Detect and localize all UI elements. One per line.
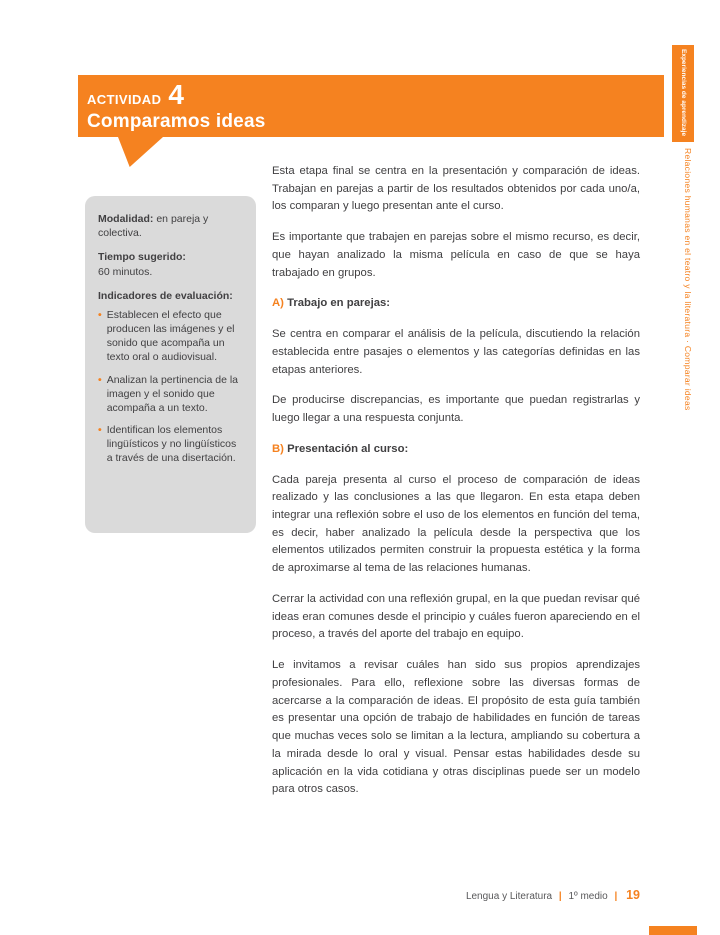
paragraph: Se centra en comparar el análisis de la película, discutiendo la relación establecida entre pasajes o elementos y las categorías definidas en las etapas anteriores. [272,328,640,376]
activity-line [87,79,654,110]
section-heading-a [272,295,640,313]
unit-vertical-title: Relaciones humanas en el teatro y la literatura · Comparar ideas [683,148,693,411]
indicadores-label: Indicadores de evaluación: [98,289,233,302]
activity-title: Comparamos ideas [87,111,266,132]
indicator-text: Identifican los elementos lingüísticos y no lingüísticos a través de una disertación. [106,424,237,465]
paragraph: Cerrar la actividad con una reflexión grupal, en la que puedan revisar qué ideas eran comunes desde el principio y cuáles fueron apareciendo en el proceso, a través del aporte del trabajo en equipo. [272,592,641,641]
page-footer [0,888,640,902]
bullet-icon: • [98,373,102,386]
section-letter: A) [272,297,284,310]
footer-separator: | [558,891,562,902]
bottom-accent-bar [649,926,697,935]
activity-header [78,75,664,137]
activity-number: 4 [168,79,184,110]
section-heading-text: Presentación al curso: [287,442,409,455]
section-heading-b [272,441,640,459]
indicator-text: Establecen el efecto que producen las imágenes y el sonido que acompaña un texto oral o audiovisual. [106,308,235,364]
indicadores-list [98,308,244,466]
modalidad-row [98,212,244,240]
paragraph: Esta etapa final se centra en la presentación y comparación de ideas. Trabajan en parejas a partir de los resultados obtenidos por cada uno/a, los comparan y luego presentan ante el curso. [272,165,640,213]
section-letter: B) [272,442,284,455]
side-tab [672,45,694,142]
footer-grade: 1º medio [568,891,608,902]
footer-separator: | [614,891,618,902]
evaluation-info-box [85,196,256,533]
activity-label: ACTIVIDAD [87,92,162,107]
footer-subject: Lengua y Literatura [465,891,553,902]
tiempo-label: Tiempo sugerido: [98,251,186,264]
section-heading-text: Trabajo en parejas: [287,297,391,310]
side-tab-label: Experiencias de aprendizaje [680,49,688,137]
bullet-icon: • [98,424,102,437]
header-tail-shape [118,137,163,167]
list-item [98,308,244,365]
bullet-icon: • [98,308,102,321]
list-item [98,423,244,466]
tiempo-value: 60 minutos. [98,265,153,278]
paragraph: Es importante que trabajen en parejas sobre el mismo recurso, es decir, que hayan analizado la misma película en caso de que se haya trabajado en grupos. [272,231,640,279]
paragraph: Le invitamos a revisar cuáles han sido sus propios aprendizajes profesionales. Para ello, reflexione sobre las diversas formas de acercarse a la comparación de ideas. El propósito de esta guía también es presentar una opción de trabajo de habilidades en función de tareas que muchas veces solo se limitan a la lectura, ampliando su cobertura a la mirada desde lo oral y visual. Pensar estas habilidades desde su aplicación en la vida cotidiana y otras disciplinas puede ser un modelo para otros casos. [272,659,640,796]
tiempo-row [98,250,244,278]
paragraph: De producirse discrepancias, es importante que puedan registrarlas y luego llegar a una respuesta conjunta. [272,394,640,425]
modalidad-value: en pareja y colectiva. [98,213,209,240]
page-number: 19 [626,888,640,902]
indicator-text: Analizan la pertinencia de la imagen y el sonido que acompaña a un texto. [106,373,239,414]
list-item [98,373,244,416]
body-text-column [272,163,640,812]
paragraph: Cada pareja presenta al curso el proceso de comparación de ideas realizado y las conclusiones a las que llegaron. En esta etapa deben integrar una reflexión sobre el uso de los elementos en función del tema, es decir, haber analizado la película desde la perspectiva que los elementos utilizados permiten construir la propuesta estética y la forma de aproximarse al tema de las relaciones humanas. [272,473,640,575]
modalidad-label: Modalidad: [98,213,154,225]
